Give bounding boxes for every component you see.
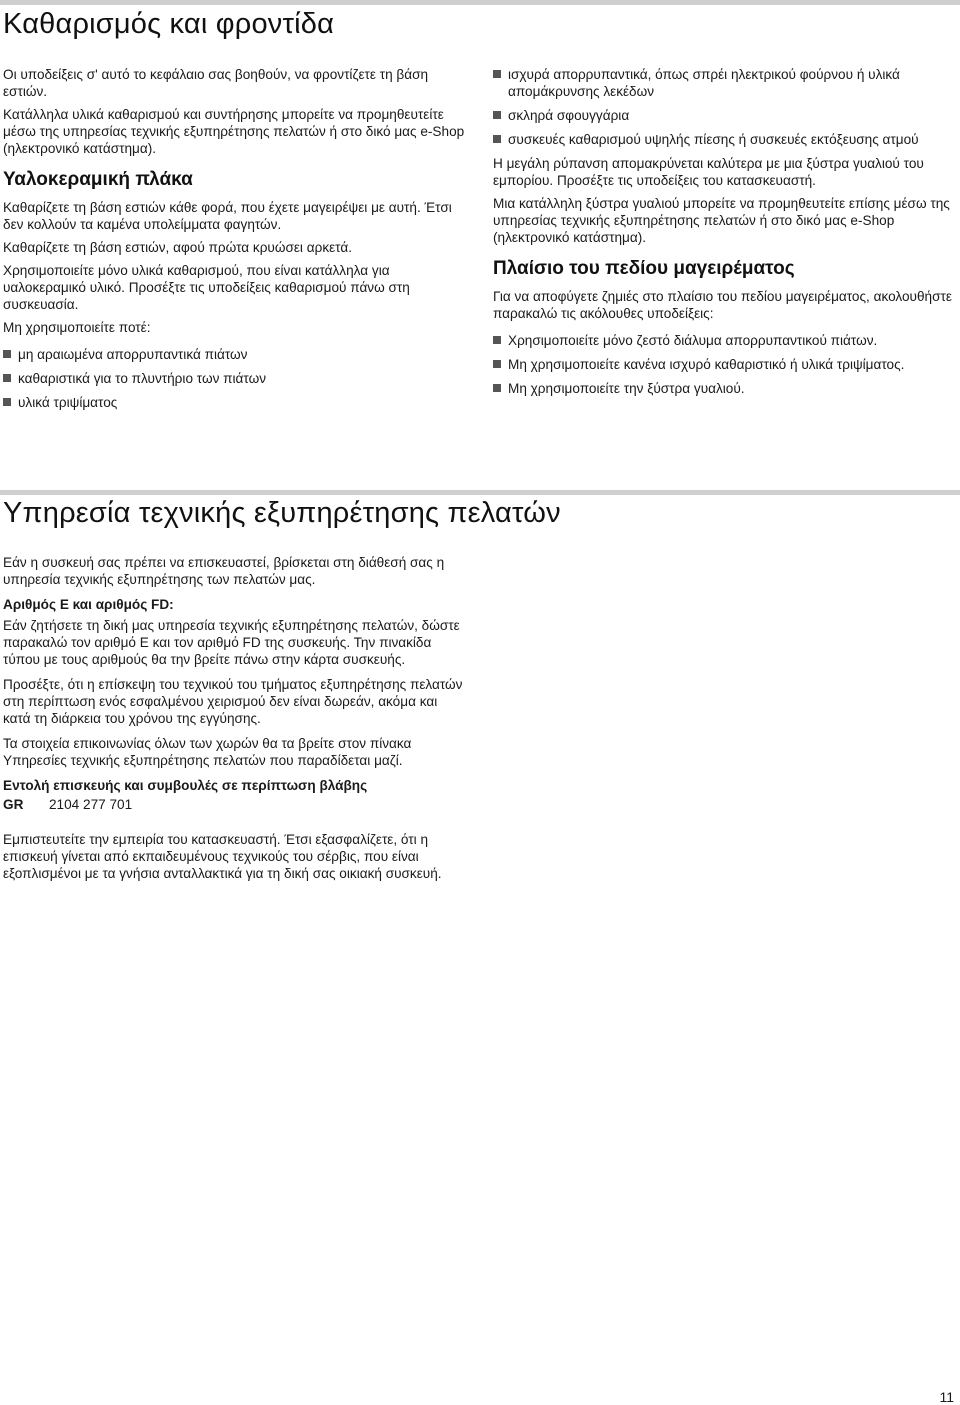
frame-intro: Για να αποφύγετε ζημιές στο πλαίσιο του πεδίου μαγειρέματος, ακολουθήστε παρακαλώ τις ακόλουθες υποδείξεις: <box>493 289 952 321</box>
square-bullet-icon <box>493 360 501 368</box>
list-item: Μη χρησιμοποιείτε την ξύστρα γυαλιού. <box>493 380 958 397</box>
square-bullet-icon <box>493 135 501 143</box>
left-column <box>3 66 471 418</box>
list-item: Χρησιμοποιείτε μόνο ζεστό διάλυμα απορρυπαντικού πιάτων. <box>493 332 958 349</box>
page-number: 11 <box>939 1389 954 1405</box>
repair-heading: Εντολή επισκευής και συμβουλές σε περίπτωση βλάβης <box>3 778 368 793</box>
list-item: σκληρά σφουγγάρια <box>493 107 958 124</box>
square-bullet-icon <box>3 350 11 358</box>
phone-row <box>3 796 465 813</box>
list-item: ισχυρά απορρυπαντικά, όπως σπρέι ηλεκτρικού φούρνου ή υλικά απομάκρυνσης λεκέδων <box>493 66 958 100</box>
square-bullet-icon <box>493 336 501 344</box>
ceramic-paragraph-2: Καθαρίζετε τη βάση εστιών, αφού πρώτα κρυώσει αρκετά. <box>3 240 352 255</box>
list-item: Μη χρησιμοποιείτε κανένα ισχυρό καθαριστικό ή υλικά τριψίματος. <box>493 356 958 373</box>
frame-heading: Πλαίσιο του πεδίου μαγειρέματος <box>493 258 795 279</box>
section-divider <box>0 490 960 495</box>
square-bullet-icon <box>493 70 501 78</box>
service-paragraph-3: Προσέξτε, ότι η επίσκεψη του τεχνικού του τμήματος εξυπηρέτησης πελατών στη περίπτωση ενός εσφαλμένου χειρισμού δεν είναι δωρεάν, ακόμα και κατά τη διάρκεια του χρόνου της εγγύησης. <box>3 677 463 726</box>
ceramic-heading: Υαλοκεραμική πλάκα <box>3 169 193 190</box>
right-column <box>493 66 958 404</box>
square-bullet-icon <box>493 111 501 119</box>
list-item: υλικά τριψίματος <box>3 394 471 411</box>
scraper-paragraph-1: Η μεγάλη ρύπανση απομακρύνεται καλύτερα με μια ξύστρα γυαλιού του εμπορίου. Προσέξτε τις υποδείξεις του κατασκευαστή. <box>493 156 924 188</box>
service-section <box>3 554 465 890</box>
intro-paragraph-2: Κατάλληλα υλικά καθαρισμού και συντήρησης μπορείτε να προμηθευτείτε μέσω της υπηρεσίας τεχνικής εξυπηρέτησης πελατών ή στο δικό μας e-Shop (ηλεκτρονικό κατάστημα). <box>3 107 465 156</box>
scraper-paragraph-2: Μια κατάλληλη ξύστρα γυαλιού μπορείτε να προμηθευτείτε επίσης μέσω της υπηρεσίας τεχνικής εξυπηρέτησης πελατών ή στο δικό μας e-Shop (ηλεκτρονικό κατάστημα). <box>493 196 950 245</box>
phone-number: 2104 277 701 <box>49 797 133 812</box>
square-bullet-icon <box>3 398 11 406</box>
never-use-label: Μη χρησιμοποιείτε ποτέ: <box>3 320 151 335</box>
never-use-list-left <box>3 346 471 411</box>
service-paragraph-4: Τα στοιχεία επικοινωνίας όλων των χωρών θα τα βρείτε στον πίνακα Υπηρεσίες τεχνικής εξυπηρέτησης πελατών που παραδίδεται μαζί. <box>3 736 412 768</box>
service-paragraph-5: Εμπιστευτείτε την εμπειρία του κατασκευαστή. Έτσι εξασφαλίζετε, ότι η επισκευή γίνεται από εκπαιδευμένους τεχνικούς του σέρβις, που είναι εξοπλισμένοι με τα γνήσια ανταλλακτικά για τη δική σας οικιακή συσκευή. <box>3 832 442 881</box>
list-item: συσκευές καθαρισμού υψηλής πίεσης ή συσκευές εκτόξευσης ατμού <box>493 131 958 148</box>
square-bullet-icon <box>3 374 11 382</box>
square-bullet-icon <box>493 384 501 392</box>
intro-paragraph-1: Οι υποδείξεις σ' αυτό το κεφάλαιο σας βοηθούν, να φροντίζετε τη βάση εστιών. <box>3 67 429 99</box>
page-title: Καθαρισμός και φροντίδα <box>3 8 335 40</box>
ceramic-paragraph-1: Καθαρίζετε τη βάση εστιών κάθε φορά, που έχετε μαγειρέψει με αυτή. Έτσι δεν κολλούν τα καμένα υπολείμματα φαγητών. <box>3 200 452 232</box>
list-item: καθαριστικά για το πλυντήριο των πιάτων <box>3 370 471 387</box>
service-paragraph-1: Εάν η συσκευή σας πρέπει να επισκευαστεί, βρίσκεται στη διάθεσή σας η υπηρεσία τεχνικής εξυπηρέτησης των πελατών μας. <box>3 555 445 587</box>
ceramic-paragraph-3: Χρησιμοποιείτε μόνο υλικά καθαρισμού, που είναι κατάλληλα για υαλοκεραμικό υλικό. Προσέξτε τις υποδείξεις καθαρισμού πάνω στη συσκευασία. <box>3 263 410 312</box>
top-divider <box>0 0 960 5</box>
enr-heading: Αριθμός E και αριθμός FD: <box>3 597 174 612</box>
never-use-list-right <box>493 66 958 148</box>
service-title: Υπηρεσία τεχνικής εξυπηρέτησης πελατών <box>3 497 561 529</box>
service-paragraph-2: Εάν ζητήσετε τη δική μας υπηρεσία τεχνικής εξυπηρέτησης πελατών, δώστε παρακαλώ τον αριθμό E και τον αριθμό FD της συσκευής. Την πινακίδα τύπου με τους αριθμούς θα την βρείτε πάνω στην κάρτα συσκευής. <box>3 618 460 667</box>
list-item: μη αραιωμένα απορρυπαντικά πιάτων <box>3 346 471 363</box>
frame-list <box>493 332 958 397</box>
country-code: GR <box>3 797 24 812</box>
